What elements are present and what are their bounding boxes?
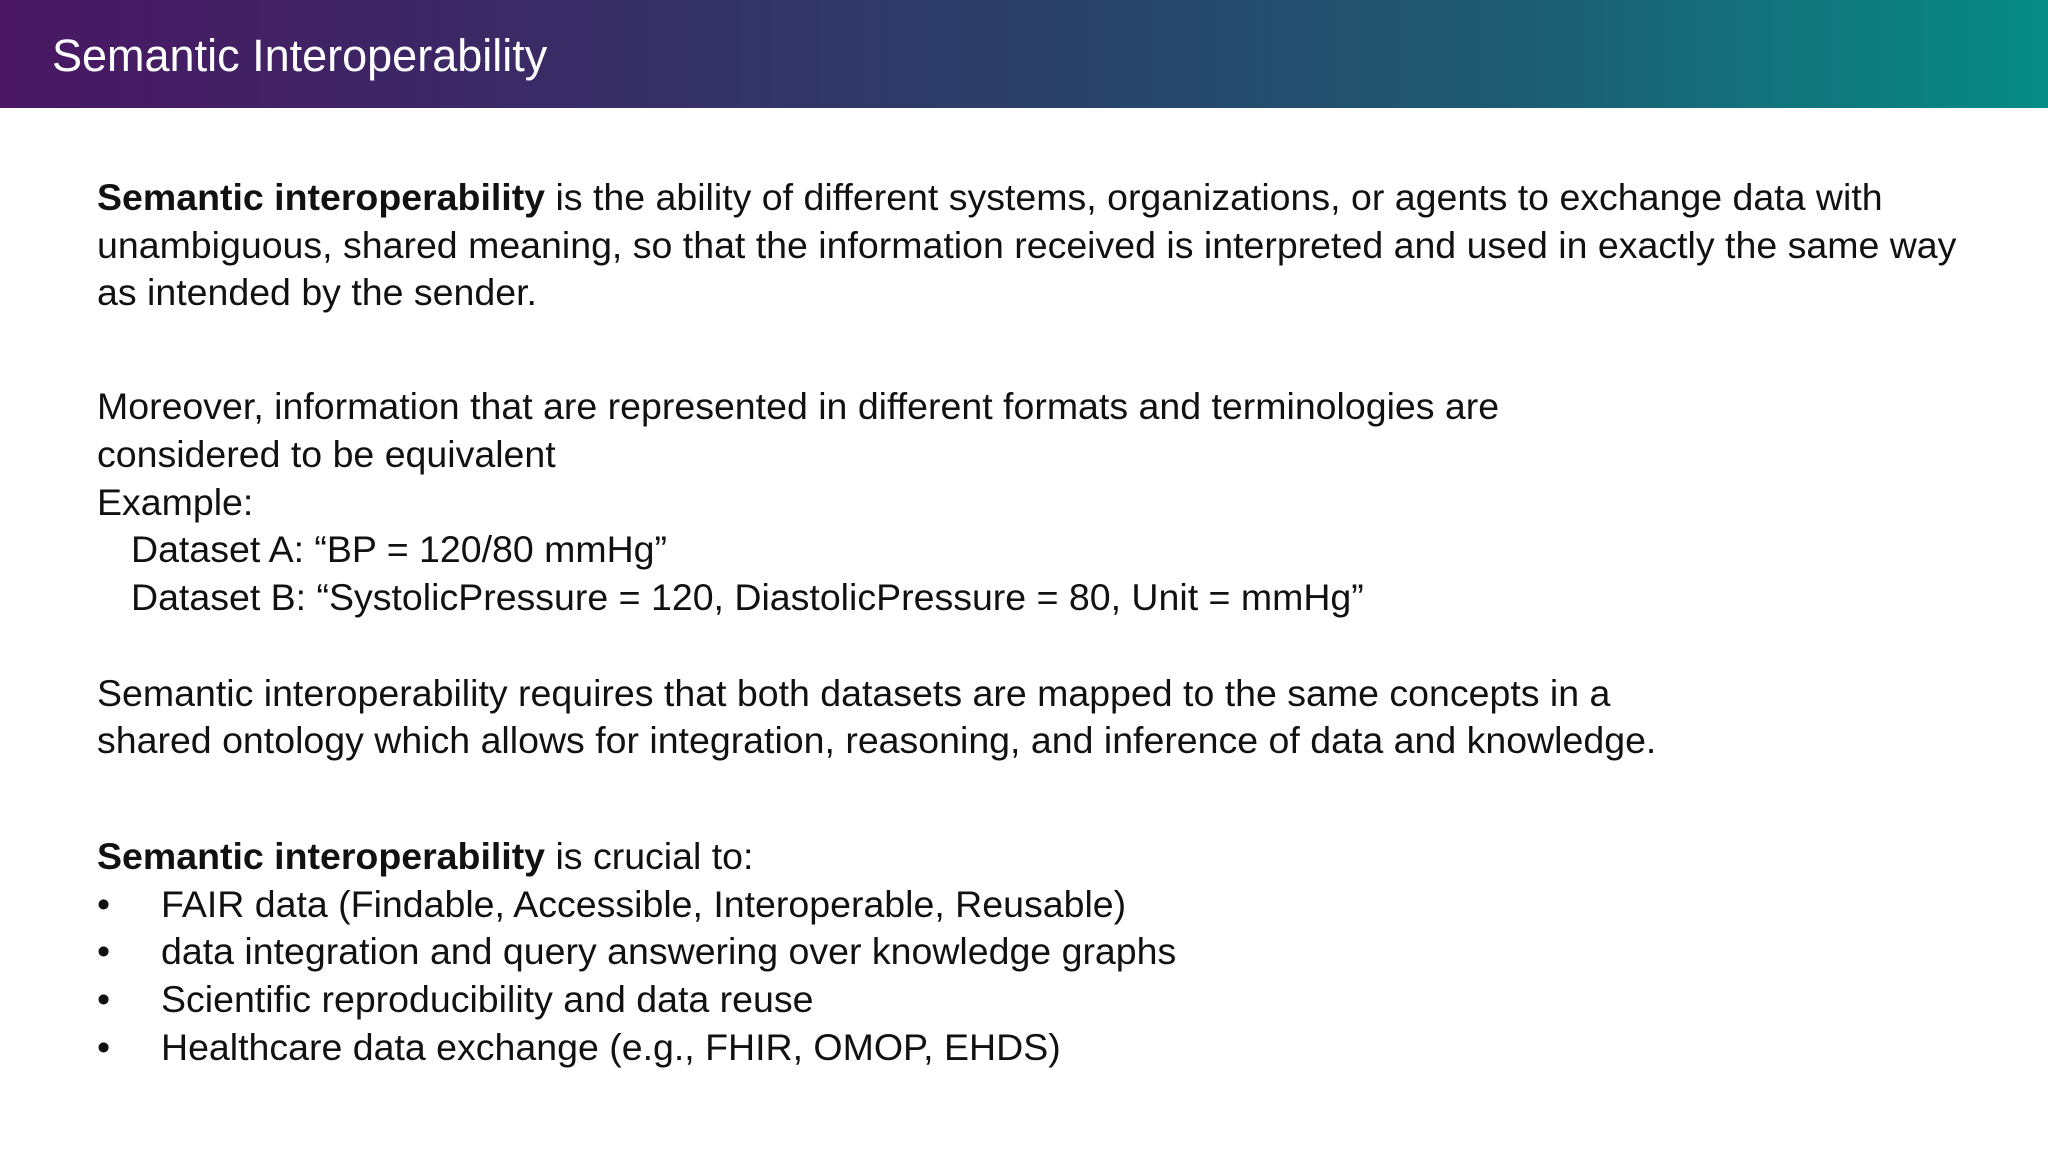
bullet-item	[97, 1024, 1997, 1072]
title-bar	[0, 0, 2048, 108]
bullet-text: Healthcare data exchange (e.g., FHIR, OMOP, EHDS)	[161, 1025, 1061, 1068]
requirement-line-2: shared ontology which allows for integration, reasoning, and inference of data and knowledge.	[97, 719, 1657, 762]
example-label: Example:	[97, 480, 254, 523]
bullet-icon: •	[97, 882, 111, 925]
dataset-a-example: Dataset A: “BP = 120/80 mmHg”	[131, 528, 668, 571]
crucial-text: is crucial to:	[545, 835, 754, 878]
crucial-bullet-list	[97, 881, 1997, 1072]
bullet-icon: •	[97, 1025, 111, 1068]
bullet-item	[97, 928, 1997, 976]
definition-paragraph	[97, 174, 1997, 317]
crucial-term: Semantic interoperability	[97, 835, 546, 878]
dataset-b-example: Dataset B: “SystolicPressure = 120, DiastolicPressure = 80, Unit = mmHg”	[131, 575, 1364, 618]
bullet-icon: •	[97, 978, 111, 1021]
bullet-text: Scientific reproducibility and data reuse	[161, 978, 814, 1021]
slide-content	[97, 174, 1997, 1072]
bullet-text: data integration and query answering over knowledge graphs	[161, 930, 1177, 973]
equivalence-line-1: Moreover, information that are represented in different formats and terminologies are	[97, 385, 1500, 428]
bullet-icon: •	[97, 930, 111, 973]
requirement-line-1: Semantic interoperability requires that both datasets are mapped to the same concepts in a	[97, 671, 1611, 714]
crucial-heading	[97, 833, 1997, 881]
definition-text: is the ability of different systems, organizations, or agents to exchange data with unambiguous, shared meaning, so that the information received is interpreted and used in exactly the same way as intended by the sender.	[97, 176, 1957, 314]
bullet-item	[97, 881, 1997, 929]
slide-title: Semantic Interoperability	[52, 30, 548, 81]
bullet-text: FAIR data (Findable, Accessible, Interoperable, Reusable)	[161, 882, 1127, 925]
bullet-item	[97, 976, 1997, 1024]
definition-term: Semantic interoperability	[97, 176, 546, 218]
equivalence-line-2: considered to be equivalent	[97, 432, 556, 475]
